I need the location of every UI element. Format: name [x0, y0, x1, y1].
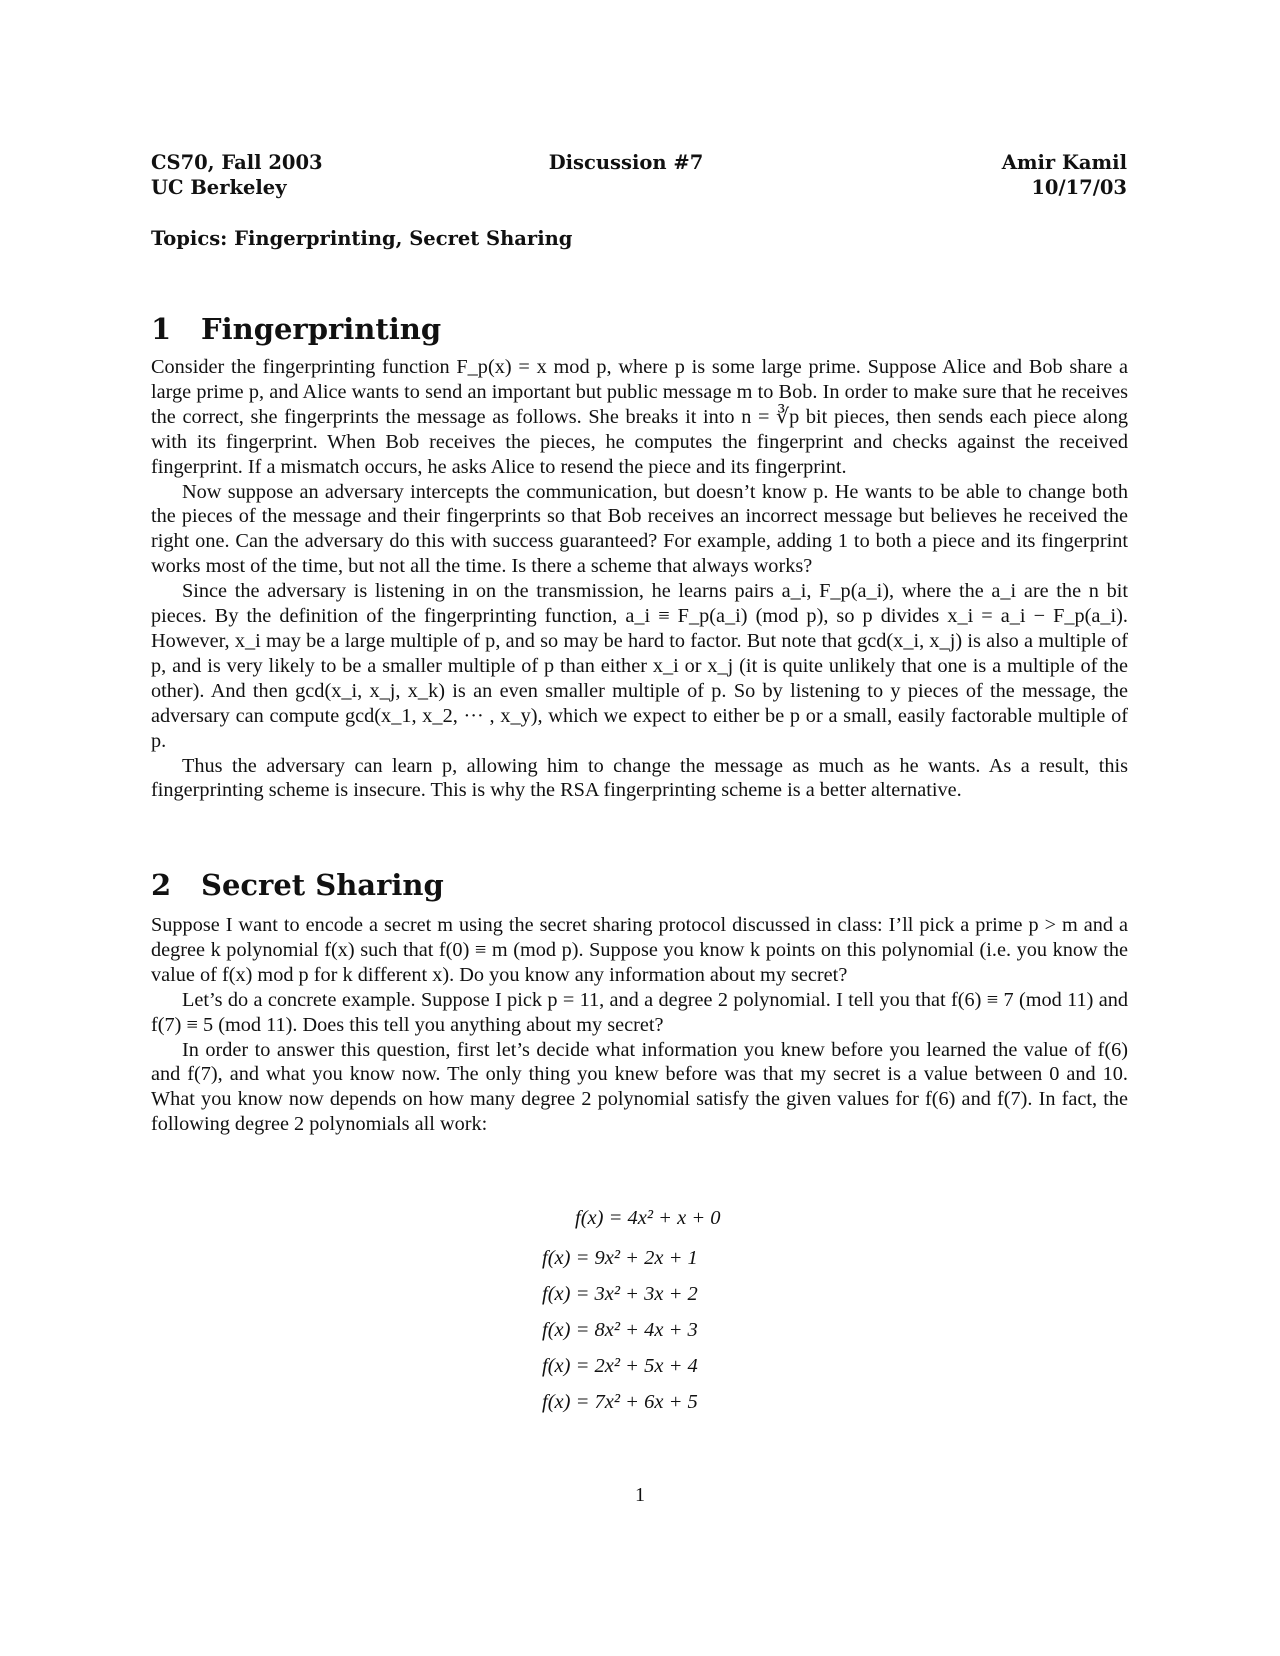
section-1-paragraph: Thus the adversary can learn p, allowing him to change the message as much as he wants. As a result, this fingerprinting scheme is insecure. This is why the RSA fingerprinting scheme is a better alternative.: [151, 754, 1128, 802]
section-2-paragraph: Let’s do a concrete example. Suppose I pick p = 11, and a degree 2 polynomial. I tell you that f(6) ≡ 7 (mod 11) and f(7) ≡ 5 (mod 11). Does this tell you anything about my secret?: [151, 988, 1128, 1036]
section-1-number: 1: [151, 312, 172, 346]
polynomial-equation: f(x) = 3x² + 3x + 2: [542, 1283, 698, 1305]
topics-line: Topics: Fingerprinting, Secret Sharing: [151, 227, 573, 250]
section-1-paragraph: Now suppose an adversary intercepts the communication, but doesn’t know p. He wants to be able to change both the pieces of the message and their fingerprints so that Bob receives an incorrect message but believes he received the right one. Can the adversary do this with success guaranteed? For example, adding 1 to both a piece and its fingerprint works most of the time, but not all the time. Is there a scheme that always works?: [151, 480, 1128, 578]
section-1-paragraph: Consider the fingerprinting function F_p(x) = x mod p, where p is some large prime. Suppose Alice and Bob share a large prime p, and Alice wants to send an important but public message m to Bob. In order to make sure that he receives the correct, she fingerprints the message as follows. She breaks it into n = ∛p bit pieces, then sends each piece along with its fingerprint. When Bob receives the pieces, he computes the fingerprint and checks against the received fingerprint. If a mismatch occurs, he asks Alice to resend the piece and its fingerprint.: [151, 356, 1128, 478]
polynomial-equation: f(x) = 8x² + 4x + 3: [542, 1319, 698, 1341]
section-2-paragraph: Suppose I want to encode a secret m using the secret sharing protocol discussed in class: I’ll pick a prime p > m and a degree k polynomial f(x) such that f(0) ≡ m (mod p). Suppose you know k points on this polynomial (i.e. you know the value of f(x) mod p for k different x). Do you know any information about my secret?: [151, 914, 1128, 986]
course-name: CS70, Fall 2003: [151, 151, 323, 174]
document-title: Discussion #7: [548, 151, 704, 174]
section-2-paragraph: In order to answer this question, first let’s decide what information you knew before you learned the value of f(6) and f(7), and what you know now. The only thing you knew before was that my secret is a value between 0 and 10. What you know now depends on how many degree 2 polynomial satisfy the given values for f(6) and f(7). In fact, the following degree 2 polynomials all work:: [151, 1038, 1128, 1136]
polynomial-equation: f(x) = 7x² + 6x + 5: [542, 1391, 698, 1413]
polynomial-equation: f(x) = 9x² + 2x + 1: [542, 1247, 698, 1269]
polynomial-equation: f(x) = 4x² + x + 0: [575, 1207, 721, 1229]
page-number: 1: [635, 1484, 645, 1506]
section-1-body: [151, 355, 1128, 803]
author-name: Amir Kamil: [1001, 151, 1127, 174]
section-1-title: Fingerprinting: [201, 312, 442, 346]
section-2-heading: [151, 868, 444, 902]
section-2-number: 2: [151, 868, 172, 902]
section-1-paragraph: Since the adversary is listening in on the transmission, he learns pairs a_i, F_p(a_i), where the a_i are the n bit pieces. By the definition of the fingerprinting function, a_i ≡ F_p(a_i) (mod p), so p divides x_i = a_i − F_p(a_i). However, x_i may be a large multiple of p, and so may be hard to factor. But note that gcd(x_i, x_j) is also a multiple of p, and is very likely to be a smaller multiple of p than either x_i or x_j (it is quite unlikely that one is a multiple of the other). And then gcd(x_i, x_j, x_k) is an even smaller multiple of p. So by listening to y pieces of the message, the adversary can compute gcd(x_1, x_2, ··· , x_y), which we expect to either be p or a small, easily factorable multiple of p.: [151, 580, 1128, 752]
document-date: 10/17/03: [1031, 176, 1127, 199]
section-1-heading: [151, 312, 441, 346]
header-right: [1002, 150, 1127, 200]
section-2-body: [151, 913, 1128, 1137]
institution: UC Berkeley: [151, 176, 287, 199]
polynomial-equation: f(x) = 2x² + 5x + 4: [542, 1355, 698, 1377]
section-2-title: Secret Sharing: [201, 868, 444, 902]
